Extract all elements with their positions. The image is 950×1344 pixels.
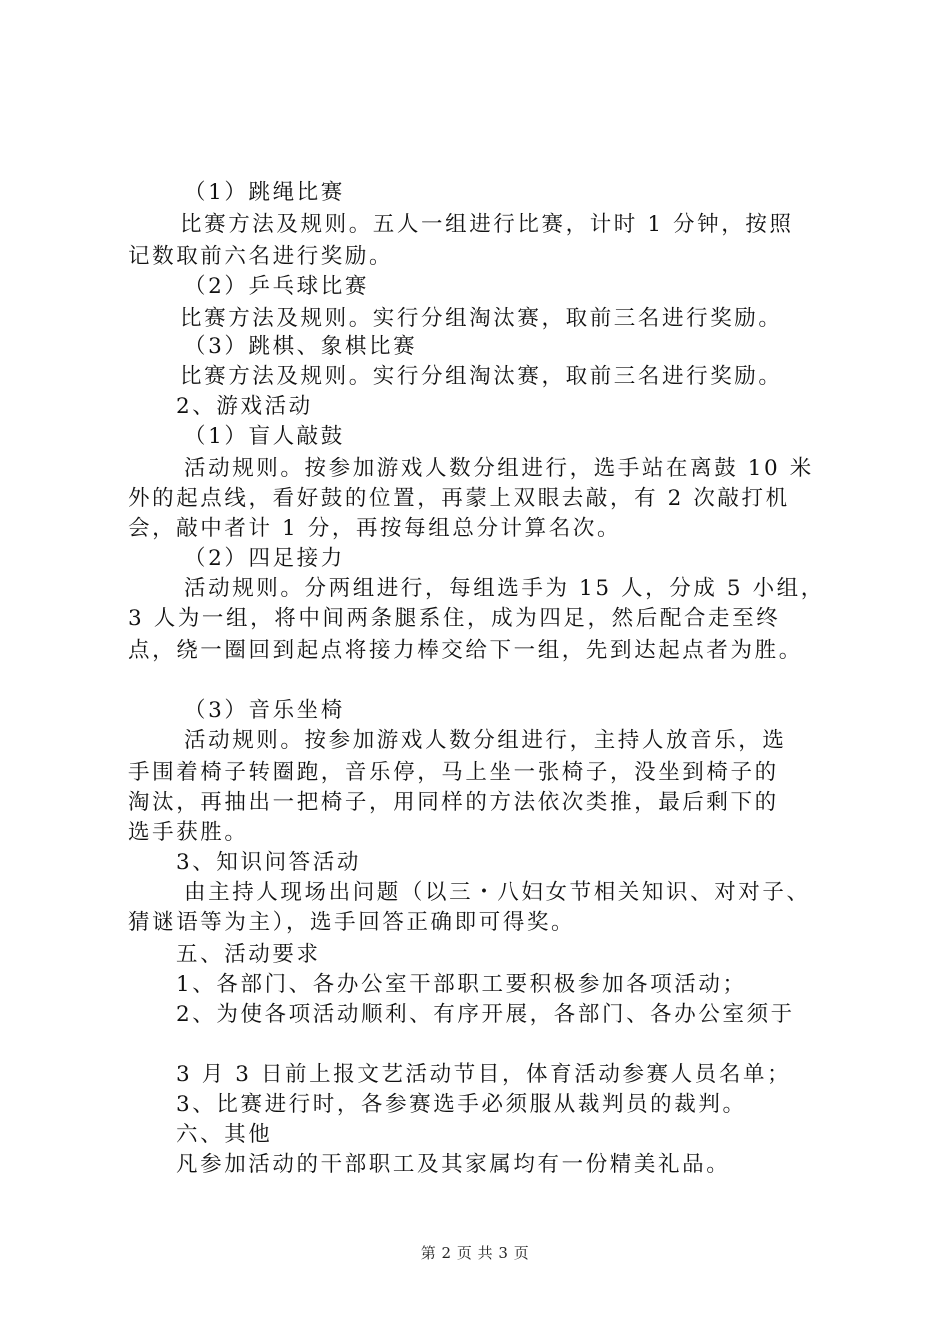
section-heading-other: 六、其他 [176,1122,273,1147]
paragraph-line: 外的起点线，看好鼓的位置，再蒙上双眼去敲，有 2 次敲打机 [128,486,790,511]
paragraph-line: 由主持人现场出问题（以三・八妇女节相关知识、对对子、 [184,880,811,905]
paragraph-line: 猜谜语等为主），选手回答正确即可得奖。 [128,910,576,935]
paragraph-line: 比赛方法及规则。实行分组淘汰赛，取前三名进行奖励。 [180,364,783,389]
page-number-footer: 第 2 页 共 3 页 [420,1244,530,1262]
requirement-item: 2、为使各项活动顺利、有序开展，各部门、各办公室须于 [176,1002,795,1027]
paragraph-line: 3 人为一组，将中间两条腿系住，成为四足，然后配合走至终 [128,606,781,631]
paragraph-line: 会，敲中者计 1 分，再按每组总分计算名次。 [128,516,622,541]
paragraph-line: 选手获胜。 [128,820,249,845]
requirement-item: 3、比赛进行时，各参赛选手必须服从裁判员的裁判。 [176,1092,747,1117]
heading-chess: （3）跳棋、象棋比赛 [184,334,418,359]
paragraph-line: 记数取前六名进行奖励。 [128,244,394,269]
heading-table-tennis: （2）乒乓球比赛 [184,274,369,299]
paragraph-line: 活动规则。分两组进行，每组选手为 15 人，分成 5 小组， [184,576,825,601]
heading-four-feet-relay: （2）四足接力 [184,546,345,571]
section-heading-requirements: 五、活动要求 [176,942,321,967]
heading-jump-rope: （1）跳绳比赛 [184,180,345,205]
paragraph-line: 淘汰，再抽出一把椅子，用同样的方法依次类推，最后剩下的 [128,790,779,815]
heading-blind-drum: （1）盲人敲鼓 [184,424,345,449]
paragraph-line: 比赛方法及规则。五人一组进行比赛，计时 1 分钟，按照 [180,212,794,237]
requirement-item: 1、各部门、各办公室干部职工要积极参加各项活动； [176,972,747,997]
heading-musical-chairs: （3）音乐坐椅 [184,698,345,723]
paragraph-line: 活动规则。按参加游戏人数分组进行，主持人放音乐，选 [184,728,787,753]
paragraph-line: 凡参加活动的干部职工及其家属均有一份精美礼品。 [176,1152,731,1177]
paragraph-line: 活动规则。按参加游戏人数分组进行，选手站在离鼓 10 米 [184,456,814,481]
requirement-item: 3 月 3 日前上报文艺活动节目，体育活动参赛人员名单； [176,1062,792,1087]
paragraph-line: 点，绕一圈回到起点将接力棒交给下一组，先到达起点者为胜。 [128,638,803,663]
paragraph-line: 比赛方法及规则。实行分组淘汰赛，取前三名进行奖励。 [180,306,783,331]
section-heading-games: 2、游戏活动 [176,394,313,419]
section-heading-quiz: 3、知识问答活动 [176,850,361,875]
paragraph-line: 手围着椅子转圈跑，音乐停，马上坐一张椅子，没坐到椅子的 [128,760,779,785]
